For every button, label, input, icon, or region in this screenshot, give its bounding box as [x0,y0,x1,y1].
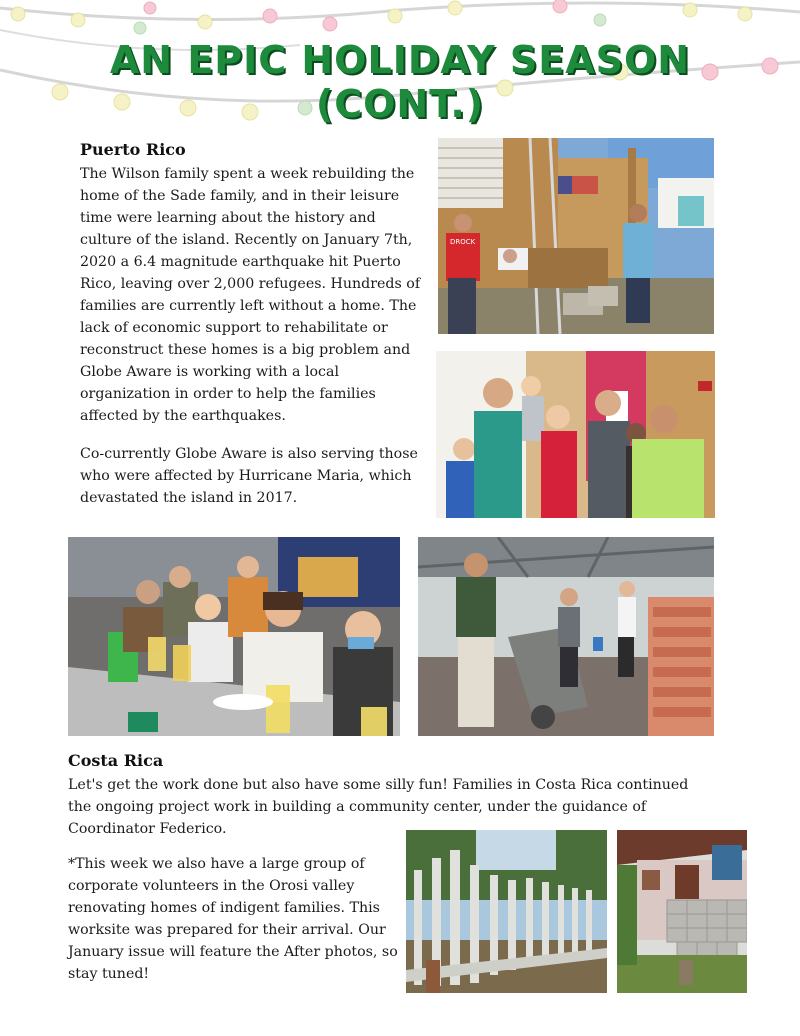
photo-concrete-work [418,537,714,736]
photo-group-dinner [68,537,400,736]
puerto-rico-paragraph-1: The Wilson family spent a week rebuilding the home of the Sade family, and in their leisure time were learning about the history and culture of the island. Recently on January 7th, 2020 a 6.4 magnitude earthquake hit Puerto Rico, leaving over 2,000 refugees. Hundreds of families are currently left without a home. The lack of economic support to rehabilitate or reconstruct these homes is a big problem and Globe Aware is working with a local organization in order to help the families affected by the earthquakes. [80,166,421,424]
photo-house-construction [438,138,714,334]
shirt-print-text: DROCK [450,238,476,246]
costa-rica-paragraph-1: Let's get the work done but also have some silly fun! Families in Costa Rica continued the ongoing project work in building a community center, under the guidance of Coordinator Federico. [68,777,689,837]
puerto-rico-paragraph-2: Co-currently Globe Aware is also serving those who were affected by Hurricane Maria, which devastated the island in 2017. [80,446,418,506]
page-title-line-1: AN EPIC HOLIDAY SEASON [109,38,691,82]
page-title [0,38,800,126]
photo-house-blocks [617,830,747,993]
costa-rica-heading: Costa Rica [68,751,164,770]
page-title-line-2: (CONT.) [315,82,485,126]
photo-family-group [436,351,715,518]
costa-rica-paragraph-2: *This week we also have a large group of corporate volunteers in the Orosi valley renovating homes of indigent families. This worksite was prepared for their arrival. Our January issue will feature the After photos, so stay tuned! [68,856,398,982]
photo-concrete-posts [406,830,607,993]
puerto-rico-heading: Puerto Rico [80,140,186,159]
